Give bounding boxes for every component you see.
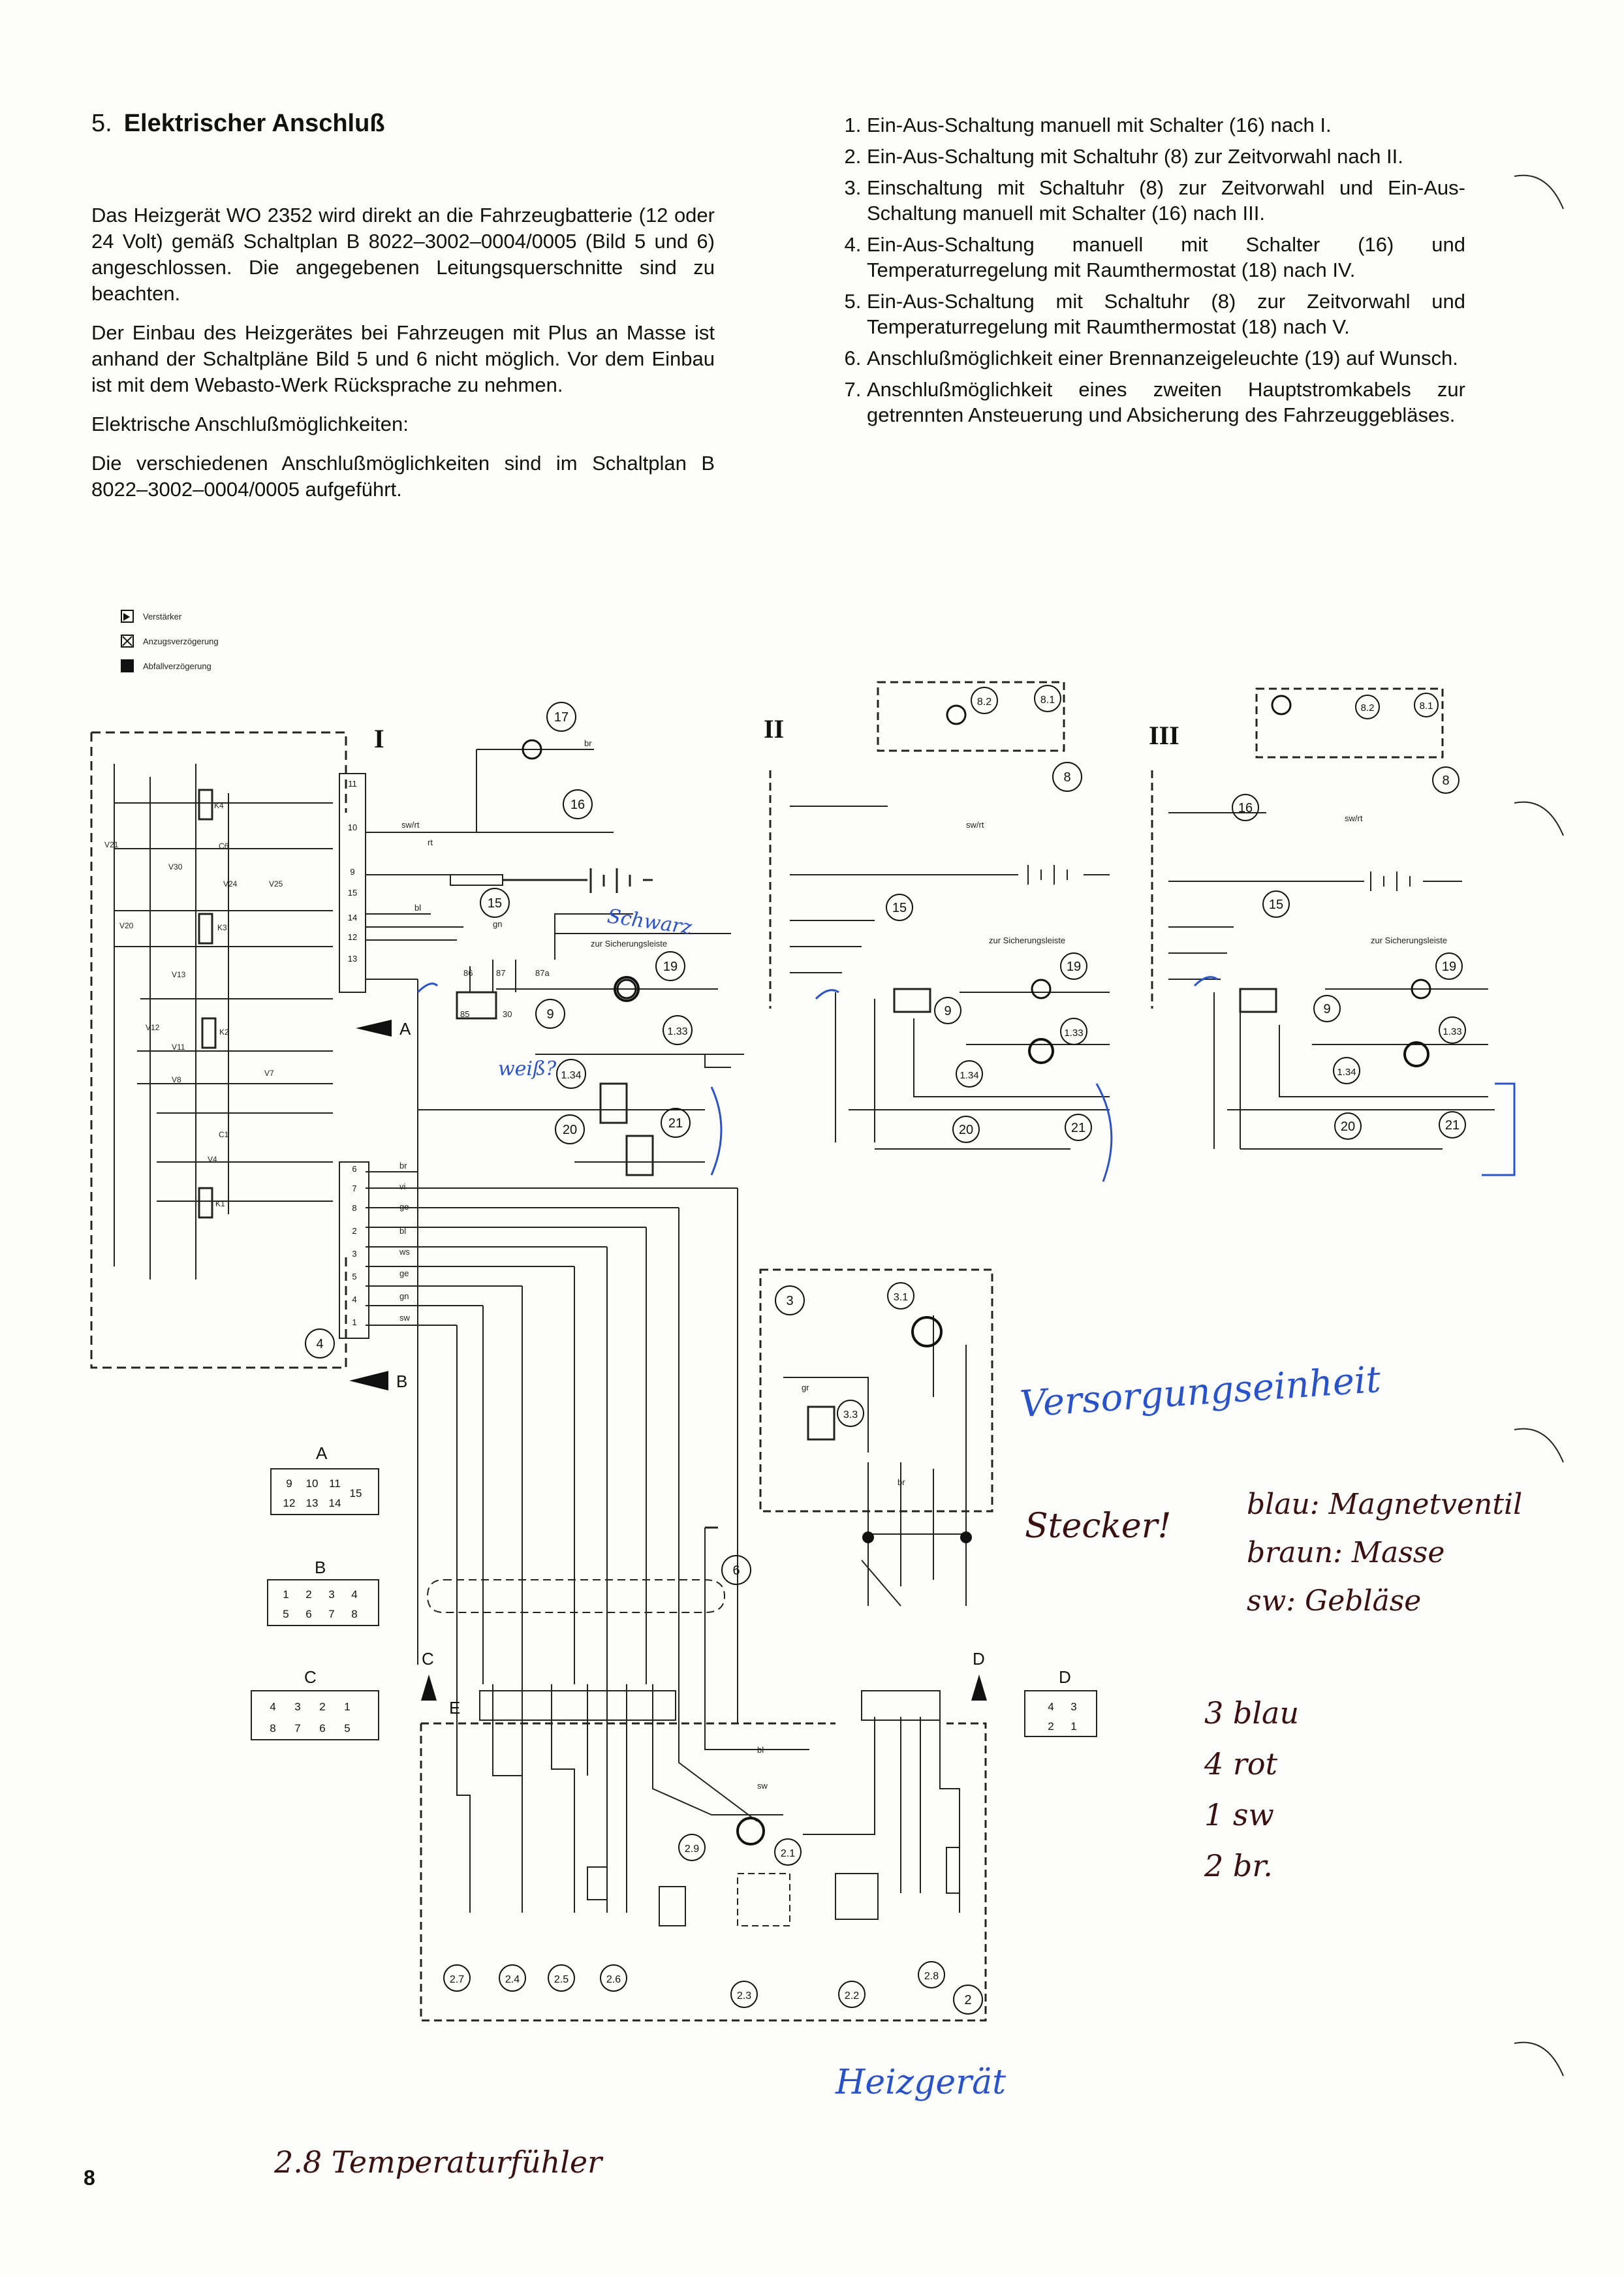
component-1-34-ii <box>956 1061 982 1087</box>
section-title: Elektrischer Anschluß <box>123 110 385 137</box>
wire-label: sw <box>757 1781 768 1791</box>
plug-d-pin: 3 <box>1070 1701 1077 1713</box>
handwritten-line: braun: Masse <box>1247 1536 1445 1569</box>
legend-label: Anzugsverzögerung <box>143 636 219 646</box>
pin-label: 30 <box>503 1009 512 1019</box>
component-2-1 <box>775 1839 801 1865</box>
handwritten-note: weiß? <box>498 1058 557 1080</box>
wire-label: rt <box>428 838 433 847</box>
component-2-8 <box>918 1962 945 1988</box>
svg-text:19: 19 <box>663 960 678 974</box>
component-8-1 <box>1035 685 1061 712</box>
svg-text:15: 15 <box>1268 898 1284 912</box>
paragraph: Der Einbau des Heizgerätes bei Fahrzeugen mit Plus an Masse ist anhand der Schaltpläne Bild 5 und 6 nicht möglich. Vor dem Einbau ist mit dem Webasto-Werk Rücksprache zu nehmen. <box>91 321 715 396</box>
wire-label: ge <box>399 1268 409 1278</box>
plug-a-pin: 11 <box>329 1477 341 1490</box>
pin-label: 87a <box>535 968 550 978</box>
module-label: V7 <box>264 1069 274 1078</box>
svg-text:21: 21 <box>1070 1121 1086 1135</box>
pin-number: 6 <box>352 1164 357 1174</box>
wire-label: bl <box>399 1226 407 1236</box>
svg-text:1.34: 1.34 <box>1337 1067 1356 1078</box>
component-20-ii <box>953 1116 979 1142</box>
pin-number: 10 <box>347 823 358 832</box>
svg-text:1.33: 1.33 <box>667 1026 688 1037</box>
pin-number: 15 <box>347 888 358 898</box>
svg-text:2.9: 2.9 <box>684 1844 700 1855</box>
pin-number: 9 <box>350 867 355 877</box>
lamp-19-icon <box>1032 980 1050 998</box>
svg-text:19: 19 <box>1441 960 1457 974</box>
pin-number: 2 <box>352 1226 357 1236</box>
wire-label: gr <box>802 1383 809 1392</box>
list-item: 3. Einschaltung mit Schaltuhr (8) zur Zeitvorwahl und Ein-Aus-Schaltung manuell mit Schalter (16) nach III. <box>867 175 1465 226</box>
handwritten-note: Schwarz <box>606 905 694 939</box>
clock-icon <box>947 706 965 724</box>
plug-b-pin: 5 <box>283 1608 289 1620</box>
list-item: 7. Anschlußmöglichkeit eines zweiten Hauptstromkabels zur getrennten Ansteuerung und Absicherung des Fahrzeuggebläses. <box>867 377 1465 428</box>
svg-text:3: 3 <box>786 1294 794 1308</box>
component-8-iii <box>1433 767 1459 793</box>
relay-k1 <box>199 1188 212 1217</box>
connector-title: D <box>1059 1667 1071 1687</box>
arrow-label: C <box>422 1649 434 1669</box>
paragraph: Die verschiedenen Anschlußmöglichkeiten sind im Schaltplan B 8022–3002–0004/0005 aufgeführt. <box>91 452 715 501</box>
handwritten-line: blau: Magnetventil <box>1247 1488 1523 1521</box>
arrow-label: B <box>396 1372 408 1391</box>
wire-label: sw/rt <box>966 820 984 830</box>
module-label: V25 <box>269 879 283 888</box>
component-4 <box>305 1329 334 1358</box>
plug-b-pin: 1 <box>283 1588 289 1601</box>
pin-number: 4 <box>352 1295 357 1304</box>
svg-text:21: 21 <box>1444 1118 1460 1133</box>
plug-a-pin: 10 <box>305 1477 319 1490</box>
section-number: 5. <box>91 110 112 137</box>
component-19-ii <box>1061 953 1087 979</box>
plug-a-pin: 14 <box>328 1497 341 1509</box>
plug-d-pin: 2 <box>1048 1720 1054 1733</box>
plug-c-pin: 4 <box>270 1701 276 1713</box>
handwritten-note: 2.8 Temperaturfühler <box>274 2144 602 2180</box>
pin-number: 13 <box>347 954 358 964</box>
svg-text:9: 9 <box>944 1004 952 1018</box>
component-2-7 <box>444 1965 470 1991</box>
module-label: V24 <box>223 879 238 888</box>
wire-label: bl <box>414 903 422 913</box>
arrow-label: E <box>449 1698 461 1718</box>
connector-title: B <box>315 1558 326 1577</box>
supply-unit-box <box>760 1270 992 1511</box>
svg-text:20: 20 <box>562 1123 578 1137</box>
handwritten-note: Heizgerät <box>835 2063 1006 2102</box>
paragraph: Elektrische Anschlußmöglichkeiten: <box>91 413 409 435</box>
clock-icon <box>1272 696 1290 714</box>
svg-text:1.34: 1.34 <box>561 1070 582 1081</box>
svg-text:2.5: 2.5 <box>554 1974 569 1985</box>
pin-label: 85 <box>460 1009 470 1019</box>
fuse-label: zur Sicherungsleiste <box>989 935 1066 945</box>
list-item: 4. Ein-Aus-Schaltung manuell mit Schalter (16) und Temperaturregelung mit Raumthermostat (18) nach IV. <box>867 232 1465 283</box>
module-label: V11 <box>172 1043 185 1052</box>
plug-c-pin: 3 <box>294 1701 301 1713</box>
handwritten-line: 4 rot <box>1204 1746 1278 1782</box>
component-16-iii <box>1232 794 1258 821</box>
component-9-ii <box>935 997 961 1024</box>
section-label: I <box>374 724 384 753</box>
pin-label: 87 <box>496 968 506 978</box>
svg-text:20: 20 <box>1340 1120 1356 1134</box>
list-item: 2. Ein-Aus-Schaltung mit Schaltuhr (8) zur Zeitvorwahl nach II. <box>867 144 1465 169</box>
component-3-1 <box>888 1283 914 1309</box>
arrow-b <box>349 1371 388 1390</box>
handwritten-line: 3 blau <box>1204 1695 1300 1731</box>
handwritten-line: 1 sw <box>1204 1797 1274 1832</box>
component-2-3 <box>731 1981 757 2007</box>
pin-number: 5 <box>352 1272 357 1281</box>
component-21-iii <box>1439 1112 1465 1138</box>
pin-number: 14 <box>347 913 358 922</box>
svg-text:8.2: 8.2 <box>1360 702 1375 714</box>
plug-a-pin: 15 <box>349 1487 362 1500</box>
plug-c-pin: 8 <box>270 1722 276 1735</box>
section-label: III <box>1149 721 1179 750</box>
svg-text:8: 8 <box>1442 774 1450 788</box>
module-label: V20 <box>119 921 134 930</box>
svg-text:3.1: 3.1 <box>893 1292 909 1303</box>
plug-d-pin: 1 <box>1070 1720 1077 1733</box>
module-label: C6 <box>219 841 229 851</box>
component-1-33 <box>663 1016 692 1044</box>
relay-k4 <box>199 790 212 819</box>
svg-text:2.7: 2.7 <box>449 1974 465 1985</box>
module-label: K1 <box>215 1199 225 1208</box>
plug-a-pin: 13 <box>305 1497 319 1509</box>
module-label: V4 <box>208 1155 217 1164</box>
component-16 <box>563 790 592 819</box>
component-1-34 <box>557 1060 586 1088</box>
component-20-iii <box>1335 1113 1361 1139</box>
component-15 <box>480 888 509 917</box>
svg-text:8: 8 <box>1063 770 1071 785</box>
list-item: 1. Ein-Aus-Schaltung manuell mit Schalter (16) nach I. <box>867 112 1465 138</box>
component-20 <box>555 1115 584 1144</box>
handwritten-note: Stecker! <box>1025 1507 1172 1546</box>
svg-text:16: 16 <box>1238 801 1253 815</box>
svg-text:3.3: 3.3 <box>843 1409 858 1421</box>
svg-text:8.1: 8.1 <box>1419 700 1433 712</box>
wire-label: br <box>584 738 592 748</box>
component-19-iii <box>1436 953 1462 979</box>
module-label: V12 <box>146 1023 160 1032</box>
pin-number: 3 <box>352 1249 357 1259</box>
svg-text:1.33: 1.33 <box>1443 1026 1462 1037</box>
list-item: 6. Anschlußmöglichkeit einer Brennanzeigeleuchte (19) auf Wunsch. <box>867 345 1465 371</box>
plug-a-pin: 12 <box>283 1497 296 1509</box>
wire-label: ws <box>399 1247 410 1257</box>
module-label: V21 <box>104 840 119 849</box>
component-3-3 <box>837 1400 864 1426</box>
svg-text:15: 15 <box>487 896 503 911</box>
svg-text:16: 16 <box>570 798 586 812</box>
handwritten-note: Versorgungseinheit <box>1018 1358 1382 1426</box>
component-2-6 <box>601 1965 627 1991</box>
wire-label: ge <box>399 1202 409 1212</box>
wire-label: gn <box>493 919 503 929</box>
svg-text:2.2: 2.2 <box>844 1990 860 2002</box>
relay-k3 <box>199 914 212 943</box>
svg-text:9: 9 <box>546 1007 554 1022</box>
module-label: K3 <box>217 923 227 932</box>
pin-number: 11 <box>348 779 357 789</box>
component-8-2-iii <box>1356 695 1379 719</box>
fuse-label: zur Sicherungsleiste <box>591 939 668 949</box>
wire-label: br <box>399 1161 407 1170</box>
list-item: 5. Ein-Aus-Schaltung mit Schaltuhr (8) zur Zeitvorwahl und Temperaturregelung mit Raumthermostat (18) nach V. <box>867 289 1465 339</box>
component-8 <box>1053 762 1082 791</box>
control-unit-outline <box>91 732 346 1368</box>
plug-b-pin: 7 <box>328 1608 335 1620</box>
svg-text:1.33: 1.33 <box>1064 1028 1084 1039</box>
arrow-a <box>356 1020 392 1037</box>
svg-text:2.4: 2.4 <box>505 1974 520 1985</box>
component-9 <box>536 999 565 1028</box>
module-label: V30 <box>168 862 183 872</box>
component-3 <box>775 1286 804 1315</box>
connector-title: C <box>304 1667 317 1687</box>
fuse-label: zur Sicherungsleiste <box>1371 935 1448 945</box>
plug-c-pin: 1 <box>344 1701 351 1713</box>
wire-label: sw/rt <box>401 820 420 830</box>
plug-a-pin: 9 <box>286 1477 292 1490</box>
module-label: K2 <box>219 1028 229 1037</box>
handwritten-legend <box>1247 1481 1522 1625</box>
pin-number: 7 <box>352 1184 357 1193</box>
svg-text:8.2: 8.2 <box>976 697 992 708</box>
svg-text:9: 9 <box>1323 1002 1331 1016</box>
svg-text:2.6: 2.6 <box>606 1974 621 1985</box>
handwritten-pin-list <box>1204 1688 1299 1891</box>
component-19 <box>656 952 685 981</box>
pin-label: 86 <box>463 968 473 978</box>
plug-b-pin: 3 <box>328 1588 335 1601</box>
component-15-iii <box>1263 891 1289 917</box>
module-label: V13 <box>172 970 186 979</box>
component-2-2 <box>839 1981 865 2007</box>
svg-text:2.3: 2.3 <box>736 1990 752 2002</box>
component-15-ii <box>886 894 913 920</box>
page-number: 8 <box>84 2166 95 2190</box>
pin-number: 1 <box>352 1317 357 1327</box>
paragraph: Das Heizgerät WO 2352 wird direkt an die Fahrzeugbatterie (12 oder 24 Volt) gemäß Schaltplan B 8022–3002–0004/0005 (Bild 5 und 6) angeschlossen. Die angegebenen Leitungsquerschnitte sind zu beachten. <box>91 204 715 305</box>
svg-text:2.8: 2.8 <box>924 1971 939 1982</box>
wire-label: sw/rt <box>1345 813 1363 823</box>
plug-c-pin: 6 <box>319 1722 326 1735</box>
plug-d-pin: 4 <box>1048 1701 1054 1713</box>
arrow-label: D <box>973 1649 985 1669</box>
arrow-d <box>971 1674 987 1701</box>
svg-text:17: 17 <box>554 710 569 725</box>
module-label: K4 <box>214 801 224 810</box>
component-8-2 <box>971 687 997 714</box>
component-1-33-ii <box>1061 1018 1087 1044</box>
wire-label: gn <box>399 1291 409 1301</box>
svg-text:20: 20 <box>958 1123 974 1137</box>
component-2-5 <box>548 1965 574 1991</box>
handwritten-line: sw: Gebläse <box>1247 1584 1422 1618</box>
section-label: II <box>764 714 785 744</box>
wire-label: vi <box>399 1182 406 1191</box>
component-2-4 <box>499 1965 525 1991</box>
component-2-9 <box>679 1834 705 1861</box>
svg-text:19: 19 <box>1066 960 1082 974</box>
svg-text:2.1: 2.1 <box>780 1848 796 1859</box>
svg-text:8.1: 8.1 <box>1040 695 1055 706</box>
relay-k2 <box>202 1018 215 1048</box>
module-label: V8 <box>172 1075 181 1084</box>
handwritten-line: 2 br. <box>1204 1848 1273 1883</box>
plug-b-pin: 4 <box>351 1588 358 1601</box>
wire-label: sw <box>399 1313 410 1323</box>
plug-c-pin: 5 <box>344 1722 351 1735</box>
plug-c-pin: 2 <box>319 1701 326 1713</box>
svg-text:1.34: 1.34 <box>960 1070 979 1081</box>
legend-label: Verstärker <box>143 611 182 621</box>
plug-c-pin: 7 <box>294 1722 301 1735</box>
plug-b-pin: 2 <box>305 1588 312 1601</box>
component-21-ii <box>1065 1114 1091 1140</box>
component-8-1-iii <box>1414 693 1438 717</box>
legend-label: Abfallverzögerung <box>143 661 211 671</box>
component-2 <box>954 1985 982 2014</box>
svg-text:6: 6 <box>732 1563 740 1578</box>
component-6 <box>722 1556 751 1584</box>
arrow-c <box>421 1674 437 1701</box>
component-21 <box>661 1108 690 1137</box>
svg-text:2: 2 <box>964 1993 972 2007</box>
component-1-34-iii <box>1334 1058 1360 1084</box>
plug-b-pin: 6 <box>305 1608 312 1620</box>
connector-title: A <box>316 1443 328 1463</box>
plug-b-pin: 8 <box>351 1608 358 1620</box>
svg-text:4: 4 <box>316 1337 324 1351</box>
wire-label: bl <box>757 1745 764 1755</box>
wire-label: br <box>898 1477 905 1487</box>
pin-number: 12 <box>347 932 358 942</box>
component-17 <box>547 702 576 731</box>
svg-text:21: 21 <box>668 1116 683 1131</box>
pin-number: 8 <box>352 1203 357 1213</box>
arrow-label: A <box>399 1019 411 1039</box>
module-label: C1 <box>219 1130 229 1139</box>
svg-text:15: 15 <box>892 901 907 915</box>
component-1-33-iii <box>1439 1017 1465 1043</box>
component-9-iii <box>1314 996 1340 1022</box>
